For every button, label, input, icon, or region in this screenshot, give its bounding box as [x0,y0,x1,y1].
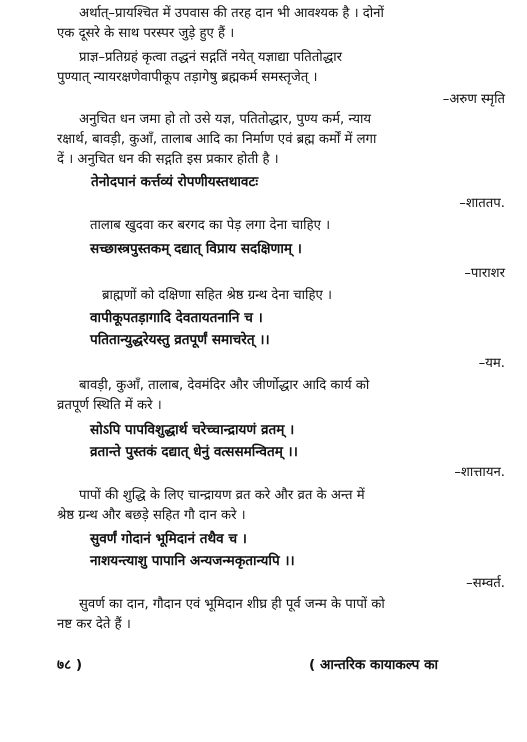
source-attribution: –यम. [478,356,505,371]
verse-line: व्रतान्ते पुस्तकं दद्यात् धेनुं वत्ससमन्वितम् ।। [90,444,298,460]
source-attribution: –अरुण स्मृति [442,92,505,107]
text-line: व्रतपूर्ण स्थिति में करे । [57,398,162,413]
verse-line: सोऽपि पापविशुद्धार्थ चरेच्चान्द्रायणं व्रतम् । [90,422,295,438]
text-line: श्रेष्ठ ग्रन्थ और बछड़े सहित गौ दान करे । [57,508,246,523]
running-footer-title: ( आन्तरिक कायाकल्प का [309,657,439,673]
source-attribution: –पाराशर [464,266,505,281]
text-line: अर्थात्–प्रायश्चित में उपवास की तरह दान भी आवश्यक है । दोनों [79,6,384,21]
verse-line: तेनोदपानं कर्त्तव्यं रोपणीयस्तथावटः [91,174,259,190]
verse-line: पतितान्युद्धरेयस्तु व्रतपूर्णं समाचरेत् ।। [90,332,270,348]
source-attribution: –शात्तायन. [454,465,505,480]
source-attribution: –सम्वर्त. [466,576,505,591]
text-line: दें । अनुचित धन की सद्गति इस प्रकार होती है । [57,152,279,167]
source-attribution: –शाततप. [459,196,505,211]
verse-line: प्राज्ञ–प्रतिग्रहं कृत्वा तद्धनं सद्गतिं नयेत् यज्ञाद्या पतितोद्धार [79,50,343,65]
text-line: नष्ट कर देते हैं । [57,617,131,632]
text-line: अनुचित धन जमा हो तो उसे यज्ञ, पतितोद्धार, पुण्य कर्म, न्याय [79,112,372,127]
text-line: ब्राह्मणों को दक्षिणा सहित श्रेष्ठ ग्रन्थ देना चाहिए । [102,288,332,303]
text-line: रक्षार्थ, बावड़ी, कुआँ, तालाब आदि का निर्माण एवं ब्रह्म कर्मों में लगा [57,132,377,147]
verse-line: नाशयन्त्याशु पापानि अन्यजन्मकृतान्यपि ।। [90,553,295,569]
text-line: पापों की शुद्धि के लिए चान्द्रायण व्रत करे और व्रत के अन्त में [79,488,365,503]
verse-line: पुण्यात् न्यायरक्षणेवापीकूप तड़ागेषु ब्रह्मकर्म समस्तृजेत् । [57,70,318,85]
text-line: तालाब खुदवा कर बरगद का पेड़ लगा देना चाहिए । [90,218,331,233]
text-line: सुवर्ण का दान, गौदान एवं भूमिदान शीघ्र ही पूर्व जन्म के पापों को [79,597,385,612]
verse-line: सुवर्णं गोदानं भूमिदानं तथैव च । [90,531,247,547]
verse-line: सच्छास्त्रपुस्तकम् दद्यात् विप्राय सदक्षिणाम् । [90,241,302,257]
text-line: एक दूसरे के साथ परस्पर जुड़े हुए हैं । [57,26,235,41]
text-line: बावड़ी, कुआँ, तालाब, देवमंदिर और जीर्णोद्धार आदि कार्य को [79,378,370,393]
verse-line: वापीकूपतड़ागादि देवतायतनानि च । [90,310,263,326]
page-number: ७८ ) [57,657,83,673]
